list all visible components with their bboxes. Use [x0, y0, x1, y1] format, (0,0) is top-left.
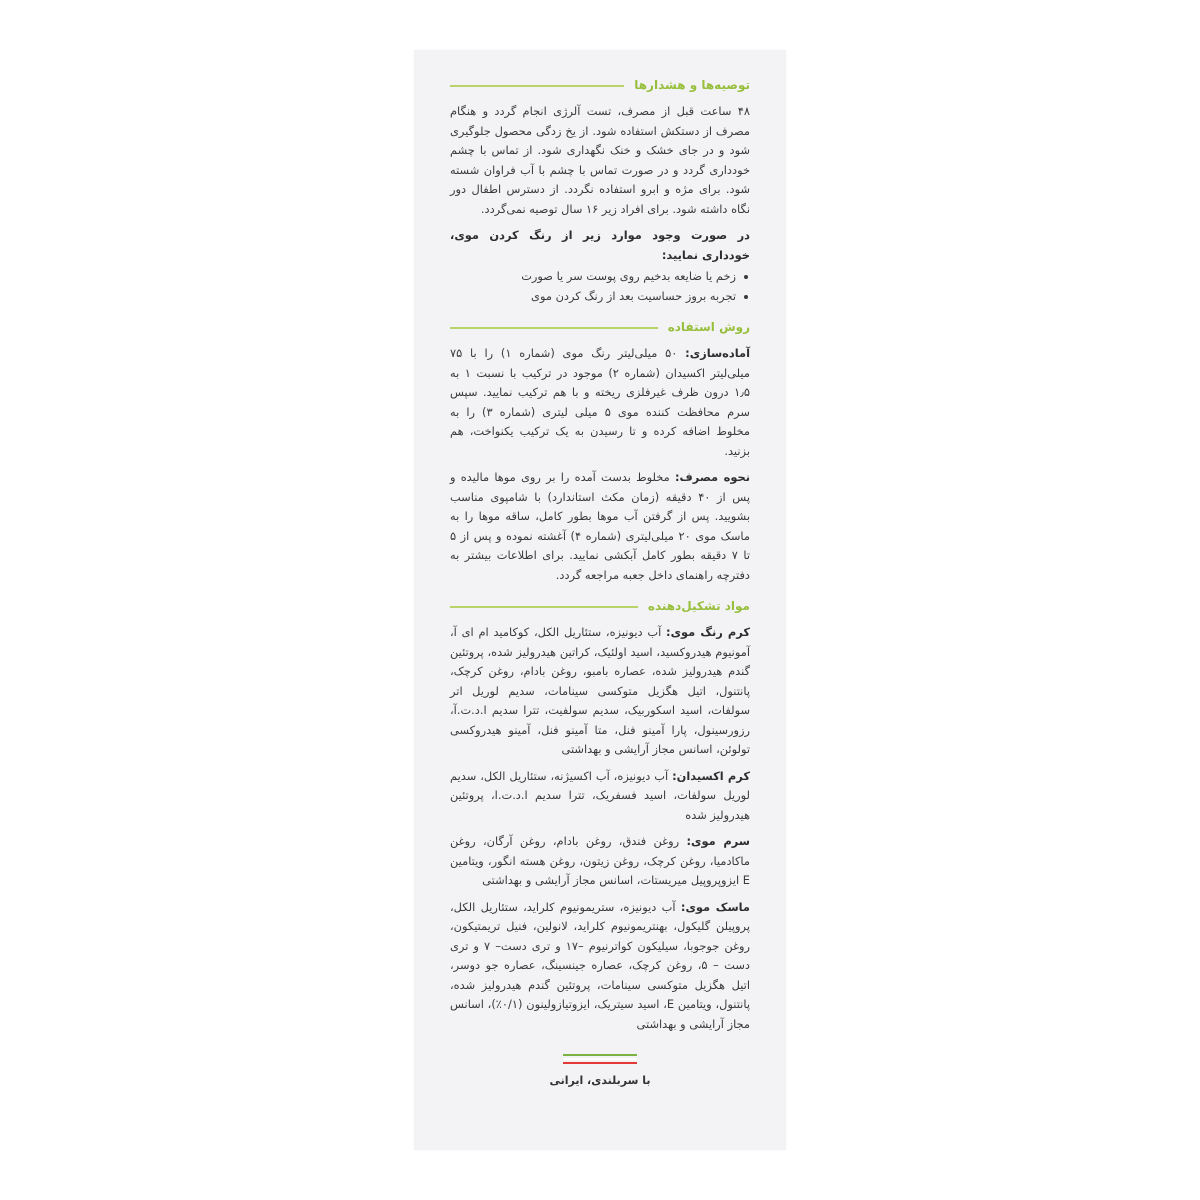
conditions-title: در صورت وجود موارد زیر از رنگ کردن موی، خودداری نمایید: [450, 228, 750, 262]
ingredient-text: آب دیونیزه، آب اکسیژنه، ستئاریل الکل، سدیم لوریل سولفات، اسید فسفریک، تترا سدیم ا.د.ت.ا، پروتئین هیدرولیز شده [450, 768, 750, 822]
ingredient-label: کرم اکسیدان: [672, 768, 750, 783]
ingredients-header [450, 597, 750, 617]
warnings-body: ۴۸ ساعت قبل از مصرف، تست آلرژی انجام گردد و هنگام مصرف از دستکش استفاده شود. از یخ زدگی محصول جلوگیری شود و در جای خشک و خنک نگهداری شود. از تماس با چشم خودداری گردد و در صورت تماس با چشم با آب فراوان شسته شود. برای مژه و ابرو استفاده نگردد. از دسترس اطفال دور نگاه داشته شود. برای افراد زیر ۱۶ سال توصیه نمی‌گردد. [450, 104, 750, 216]
prep-paragraph [450, 344, 750, 461]
usage-rule [450, 327, 658, 329]
ingredient-label: کرم رنگ موی: [666, 625, 750, 639]
method-label: نحوه مصرف: [674, 470, 750, 484]
ingredient-text: روغن فندق، روغن بادام، روغن آرگان، روغن ماکادمیا، روغن کرچک، روغن زیتون، روغن هسته انگور، ویتامین E ایزوپروپیل میریستات، اسانس مجاز آرایشی و بهداشتی [450, 834, 750, 887]
ingredient-hair-serum [450, 832, 750, 891]
prep-label: آماده‌سازی: [685, 346, 750, 360]
ingredient-label: سرم موی: [686, 834, 750, 848]
list-item: تجربه بروز حساسیت بعد از رنگ کردن موی [450, 287, 750, 307]
method-text: مخلوط بدست آمده را بر روی موها مالیده و پس از ۴۰ دقیقه (زمان مکث استاندارد) با شامپوی مناسب بشویید. پس از گرفتن آب موها بطور کامل، ساقه موها را به ماسک موی ۲۰ میلی‌لیتری (شماره ۴) آغشته نموده و پس از ۵ تا ۷ دقیقه بطور کامل آبکشی نمایید. برای اطلاعات بیشتر به دفترچه راهنمای داخل جعبه مراجعه گردد. [450, 470, 751, 582]
ingredient-text: آب دیونیزه، ستریمونیوم کلراید، ستئاریل الکل، پروپیلن گلیکول، بهنتریمونیوم کلراید، لانولین، فنیل تریمتیکون، روغن جوجوبا، سیلیکون کواترنیوم –۱۷ و تری دست– ۷ و تری دست – ۵، روغن کرچک، عصاره جینسینگ، عصاره جو دوسر، اتیل هگزیل متوکسی سینامات، پروتئین گندم هیدرولیز شده، پانتنول، ویتامین E، اسید سیتریک، ایزوتیازولینون (۰/۱٪)، اسانس مجاز آرایشی و بهداشتی [450, 899, 750, 1031]
warnings-rule [450, 85, 624, 87]
ingredient-text: آب دیونیزه، ستئاریل الکل، کوکامید ام ای آ، آمونیوم هیدروکسید، اسید اولئیک، کراتین هیدرولیز شده، پروتئین گندم هیدرولیز شده، عصاره بامبو، روغن بادام، روغن کرچک، پانتنول، اتیل هگزیل متوکسی سینامات، سدیم لوریل اتر سولفات، اسید اسکوربیک، سدیم سولفیت، تترا سدیم ا.د.ت.آ، رزورسینول، پارا آمینو فنل، متا آمینو فنل، آمینو هیدروکسی تولوئن، اسانس مجاز آرایشی و بهداشتی [450, 625, 750, 756]
iran-flag-icon [563, 1054, 637, 1066]
usage-title: روش استفاده [667, 320, 750, 335]
method-paragraph [450, 468, 750, 585]
ingredient-oxidant-cream [450, 767, 750, 826]
usage-header [450, 318, 750, 338]
ingredient-hair-color-cream [450, 623, 750, 760]
ingredients-rule [450, 606, 638, 608]
panel-content [450, 76, 750, 1041]
prep-text: ۵۰ میلی‌لیتر رنگ موی (شماره ۱) را با ۷۵ میلی‌لیتر اکسیدان (شماره ۲) موجود در ترکیب با نسبت ۱ به ۱٫۵ درون ظرف غیرفلزی ریخته و با هم ترکیب نمایید. سپس سرم محافظت کننده موی ۵ میلی لیتری (شماره ۳) را به مخلوط اضافه کرده و تا رسیدن به یک ترکیب یکنواخت، هم بزنید. [450, 346, 750, 458]
ingredients-title: مواد تشکیل‌دهنده [647, 599, 750, 614]
conditions-list [450, 267, 750, 306]
ingredient-label: ماسک موی: [680, 899, 750, 914]
warnings-header [450, 76, 750, 96]
list-item: زخم یا ضایعه بدخیم روی پوست سر یا صورت [450, 267, 750, 287]
product-info-panel [414, 50, 786, 1150]
ingredient-hair-mask [450, 898, 750, 1035]
footer-slogan: با سربلندی، ایرانی [549, 1074, 651, 1087]
warnings-title: توصیه‌ها و هشدارها [634, 78, 750, 93]
